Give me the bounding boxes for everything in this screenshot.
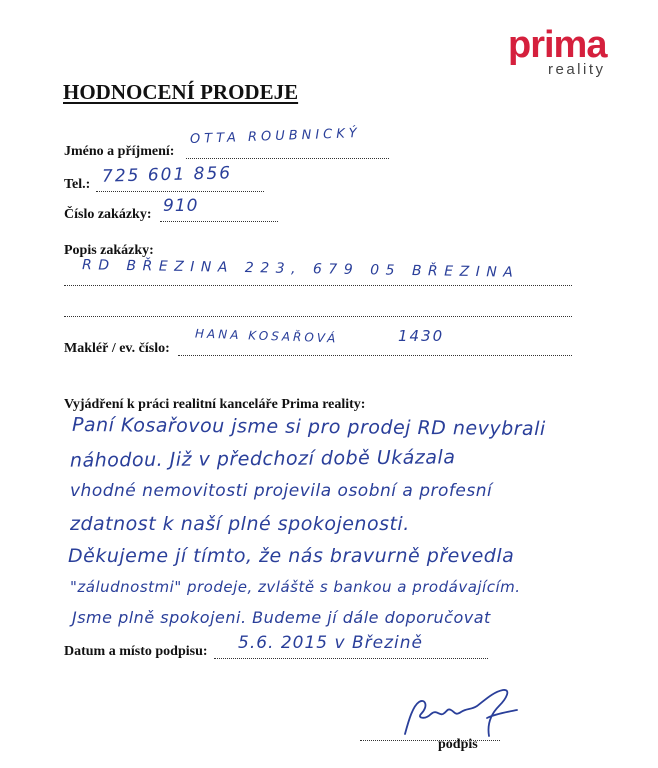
desc-value[interactable]: RD BŘEZINA 223, 679 05 BŘEZINA <box>81 257 520 281</box>
prima-reality-logo <box>508 24 612 80</box>
name-value[interactable]: OTTA ROUBNICKÝ <box>189 126 361 147</box>
order-value[interactable]: 910 <box>163 196 199 216</box>
date-label: Datum a místo podpisu: <box>64 644 208 659</box>
statement-line: náhodou. Již v předchozí době Ukázala <box>69 446 456 472</box>
page-title: HODNOCENÍ PRODEJE <box>63 80 299 104</box>
signature-dotted-line <box>360 740 500 741</box>
agent-dotted-line <box>178 355 572 356</box>
agent-label: Makléř / ev. číslo: <box>64 341 170 356</box>
name-label: Jméno a příjmení: <box>64 144 175 159</box>
desc-dotted-line-2 <box>64 316 572 317</box>
tel-value[interactable]: 725 601 856 <box>101 163 233 187</box>
name-dotted-line <box>186 158 389 159</box>
statement-label: Vyjádření k práci realitní kanceláře Prima reality: <box>64 397 366 412</box>
desc-dotted-line-1 <box>64 285 572 286</box>
handwritten-signature <box>395 684 535 744</box>
desc-label: Popis zakázky: <box>64 243 154 258</box>
order-label: Číslo zakázky: <box>64 207 152 222</box>
agent-name[interactable]: HANA KOSAŘOVÁ <box>194 326 339 346</box>
statement-line: Jsme plně spokojeni. Budeme jí dále doporučovat <box>72 608 491 627</box>
tel-label: Tel.: <box>64 177 91 192</box>
statement-line: Děkujeme jí tímto, že nás bravurně převedla <box>68 545 515 567</box>
statement-line: Paní Kosařovou jsme si pro prodej RD nevybrali <box>71 413 546 441</box>
tel-dotted-line <box>96 191 264 192</box>
statement-line: "záludnostmi" prodeje, zvláště s bankou a prodávajícím. <box>70 578 521 596</box>
date-value[interactable]: 5.6. 2015 v Březině <box>238 633 423 653</box>
statement-line: zdatnost k naší plné spokojenosti. <box>70 513 410 535</box>
logo-sub: reality <box>548 61 606 78</box>
logo-brand: prima <box>508 24 607 66</box>
signature-label: podpis <box>438 737 478 752</box>
agent-number[interactable]: 1430 <box>398 327 445 345</box>
date-dotted-line <box>214 658 488 659</box>
statement-line: vhodné nemovitosti projevila osobní a profesní <box>70 481 493 501</box>
order-dotted-line <box>160 221 278 222</box>
